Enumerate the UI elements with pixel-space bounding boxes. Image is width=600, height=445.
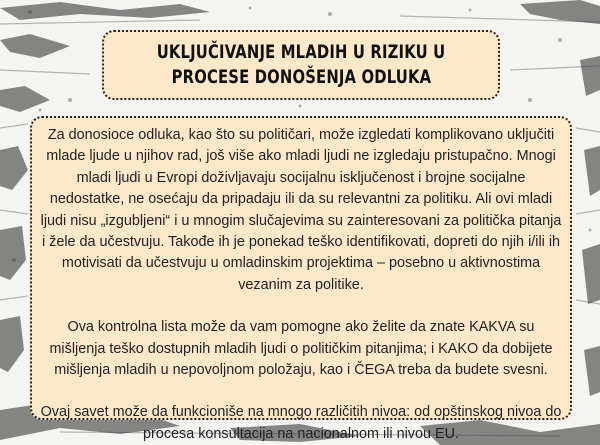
title-line-1: UKLJUČIVANJE MLADIH U RIZIKU U — [156, 41, 446, 63]
paragraph-levels: Ovaj savet može da funkcioniše na mnogo različitih nivoa: od opštinskog nivoa do procesa konsultacija na nacionalnom ili nivou EU. — [40, 404, 562, 442]
paragraph-intro: Za donosioce odluka, kao što su političari, može izgledati komplikovano uključiti mlade ljude u njihov rad, još više ako mladi ljudi ne izgledaju pristupačno. Mnogi mladi ljudi u Evropi doživljavaju socijalnu isključenost i brojne socijalne nedostatke, ne osećaju da pripadaju ili da su relevantni za politiku. Ali ovi mladi ljudi nisu „izgubljeni“ i u mnogim slučajevima su zainteresovani za politička pitanja i žele da učestvuju. Takođe ih je ponekad teško identifikovati, dopreti do njih i/ili ih motivisati da učestvuju u omladinskim projektima – posebno u aktivnostima vezanim za politike. — [40, 127, 562, 293]
paragraph-checklist: Ova kontrolna lista može da vam pomogne ako želite da znate KAKVA su mišljenja teško dostupnih mladih ljudi o političkim pitanjima; i KAKO da dobijete mišljenja mladih u nepovoljnom položaju, kao i ČEGA treba da budete svesni. — [49, 319, 553, 379]
title-line-2: PROCESE DONOŠENJA ODLUKA — [171, 66, 431, 88]
body-text-box — [30, 116, 572, 442]
title-box — [102, 30, 500, 100]
